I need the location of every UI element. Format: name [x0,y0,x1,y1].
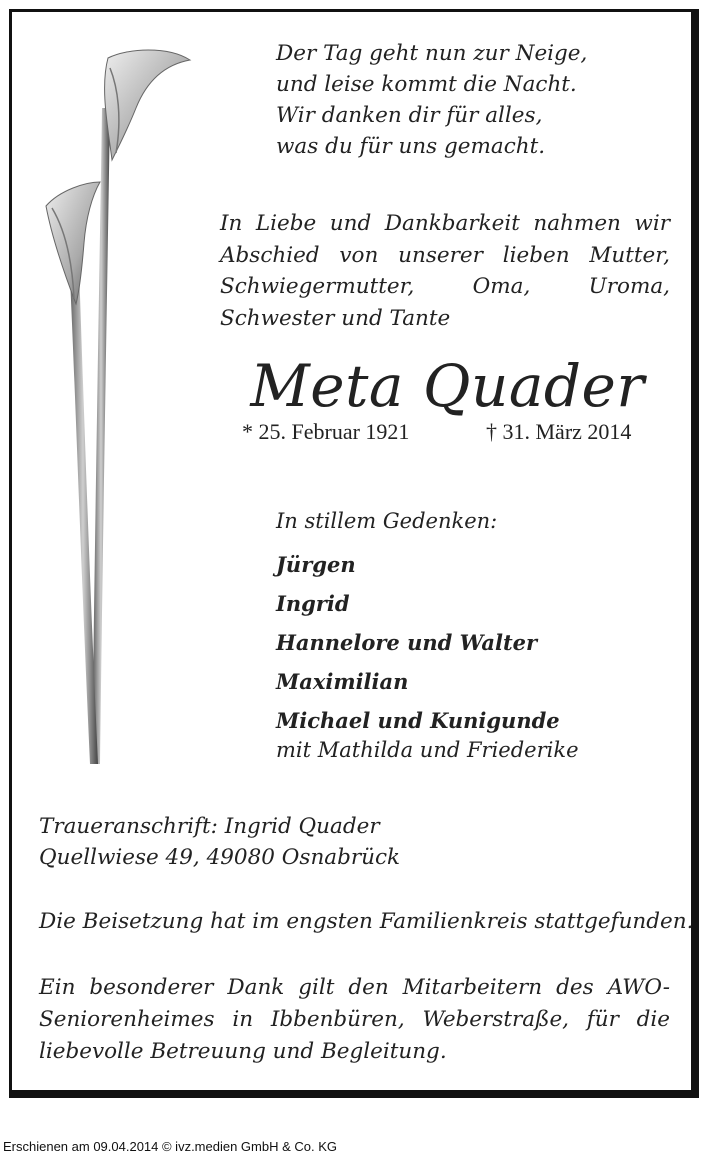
poem [276,38,587,162]
mourner-name: Hannelore und Walter [276,630,538,655]
deceased-name: Meta Quader [250,352,645,420]
mourner-subline: mit Mathilda und Friederike [276,738,579,762]
mourners-list [276,545,560,740]
publication-footer: Erschienen am 09.04.2014 © ivz.medien GmbH & Co. KG [3,1139,338,1154]
poem-line: und leise kommt die Nacht. [276,72,577,97]
intro-text: In Liebe und Dankbarkeit nahmen wir Abschied von unserer lieben Mutter, Schwiegermutter, Oma, Uroma, Schwester und Tante [220,211,670,331]
mourner-name: Michael und Kunigunde [276,708,560,733]
poem-line: was du für uns gemacht. [276,134,546,159]
address-line: Traueranschrift: Ingrid Quader [39,814,380,839]
poem-line: Wir danken dir für alles, [276,103,543,128]
poem-line: Der Tag geht nun zur Neige, [276,41,588,66]
mourners-heading: In stillem Gedenken: [276,509,498,533]
mourner-name: Ingrid [276,591,350,616]
mourner-name: Jürgen [276,552,356,577]
burial-notice: Die Beisetzung hat im engsten Familienkreis stattgefunden. [39,909,694,934]
address-line: Quellwiese 49, 49080 Osnabrück [39,845,401,870]
mourner-name: Maximilian [276,669,409,694]
thanks-text: Ein besonderer Dank gilt den Mitarbeitern des AWO-Seniorenheimes in Ibbenbüren, Weberstraße, für die liebevolle Betreuung und Begleitung. [39,975,670,1064]
death-date: † 31. März 2014 [486,419,632,444]
birth-date: * 25. Februar 1921 [242,419,410,444]
mourning-address [39,811,400,873]
